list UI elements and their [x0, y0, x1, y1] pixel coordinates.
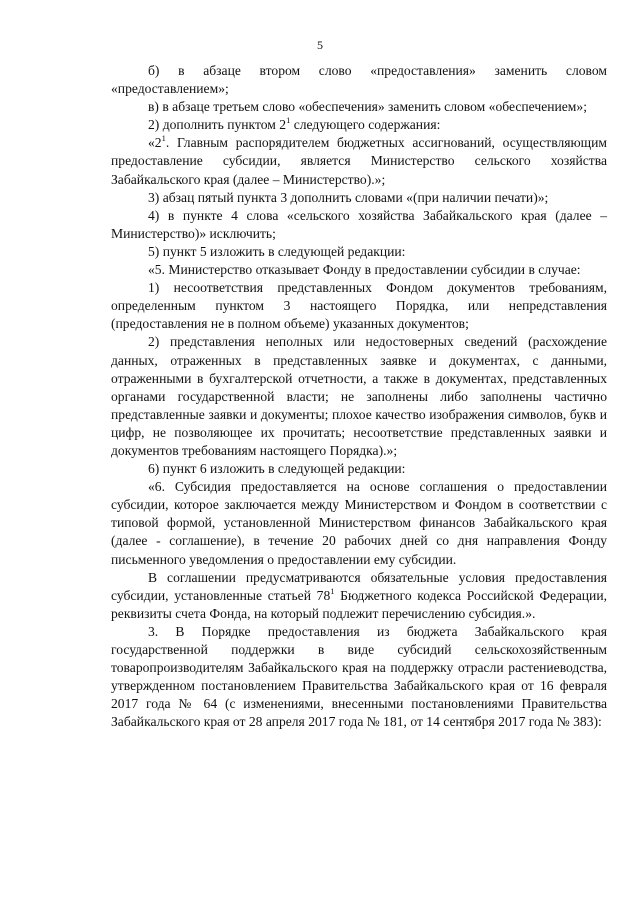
paragraph-point-5-text: «5. Министерство отказывает Фонду в предоставлении субсидии в случае:	[148, 262, 581, 278]
paragraph-refusal-reason-2: 2) представления неполных или недостоверных сведений (расхождение данных, отраженных в представленных заявке и документах, с данными, отраженными в бухгалтерской отчетности, а также в документах, представленных органами государственной власти; не заполнены либо заполнены частично представленные заявки и документы; плохое качество изображения символов, букв и цифр, не позволяющее их прочитать; несоответствие представленных заявки и документов требованиям настоящего Порядка).»;	[111, 334, 607, 458]
paragraph-v-amendment: в) в абзаце третьем слово «обеспечения» заменить словом «обеспечением»;	[148, 99, 587, 115]
paragraph-refusal-reason-1: 1) несоответствия представленных Фондом документов требованиям, определенным пунктом 3 настоящего Порядка, или непредставления (предоставления не в полном объеме) указанных документов;	[111, 280, 607, 332]
superscript: 1	[161, 133, 166, 144]
paragraph-text: Бюджетного кодекса Российской Федерации, реквизиты счета Фонда, на который подлежит перечислению субсидия.».	[111, 587, 608, 621]
paragraph-item-6: 6) пункт 6 изложить в следующей редакции:	[148, 461, 406, 477]
paragraph-text: В соглашении предусматриваются обязательные условия предоставления субсидии, установленные статьей 78	[111, 569, 607, 603]
page-number: 5	[317, 38, 323, 52]
paragraph-text: «2	[148, 135, 162, 151]
paragraph-add-point-2-1	[111, 116, 607, 134]
superscript: 1	[286, 115, 291, 126]
document-body	[111, 62, 607, 731]
paragraph-item-3: 3) абзац пятый пункта 3 дополнить словами «(при наличии печати)»;	[148, 189, 549, 205]
paragraph-text: . Главным распорядителем бюджетных ассигнований, осуществляющим предоставление субсидии, является Министерство сельского хозяйства Забайкальского края (далее – Министерство).»;	[111, 135, 607, 187]
paragraph-text: следующего содержания:	[290, 117, 441, 133]
paragraph-item-5: 5) пункт 5 изложить в следующей редакции:	[148, 243, 406, 259]
paragraph-b-amendment: б) в абзаце втором слово «предоставления» заменить словом «предоставлением»;	[111, 63, 607, 97]
paragraph-text: 2) дополнить пунктом 2	[148, 117, 287, 133]
paragraph-agreement-conditions	[111, 569, 607, 623]
paragraph-point-2-1-text	[111, 134, 607, 188]
paragraph-section-3: 3. В Порядке предоставления из бюджета Забайкальского края государственной поддержки в виде субсидий сельскохозяйственным товаропроизводителям Забайкальского края на поддержку отрасли растениеводства, утвержденном постановлением Правительства Забайкальского края от 16 февраля 2017 года № 64 (с изменениями, внесенными постановлениями Правительства Забайкальского края от 28 апреля 2017 года № 181, от 14 сентября 2017 года № 383):	[111, 623, 607, 730]
superscript: 1	[330, 585, 335, 596]
paragraph-point-6-text: «6. Субсидия предоставляется на основе соглашения о предоставлении субсидии, которое заключается между Министерством и Фондом в соответствии с типовой формой, установленной Министерством финансов Забайкальского края (далее - соглашение), в течение 20 рабочих дней со дня направления Фонду письменного уведомления о предоставлении ему субсидии.	[111, 479, 607, 567]
paragraph-item-4: 4) в пункте 4 слова «сельского хозяйства Забайкальского края (далее – Министерство)» исключить;	[111, 207, 607, 241]
